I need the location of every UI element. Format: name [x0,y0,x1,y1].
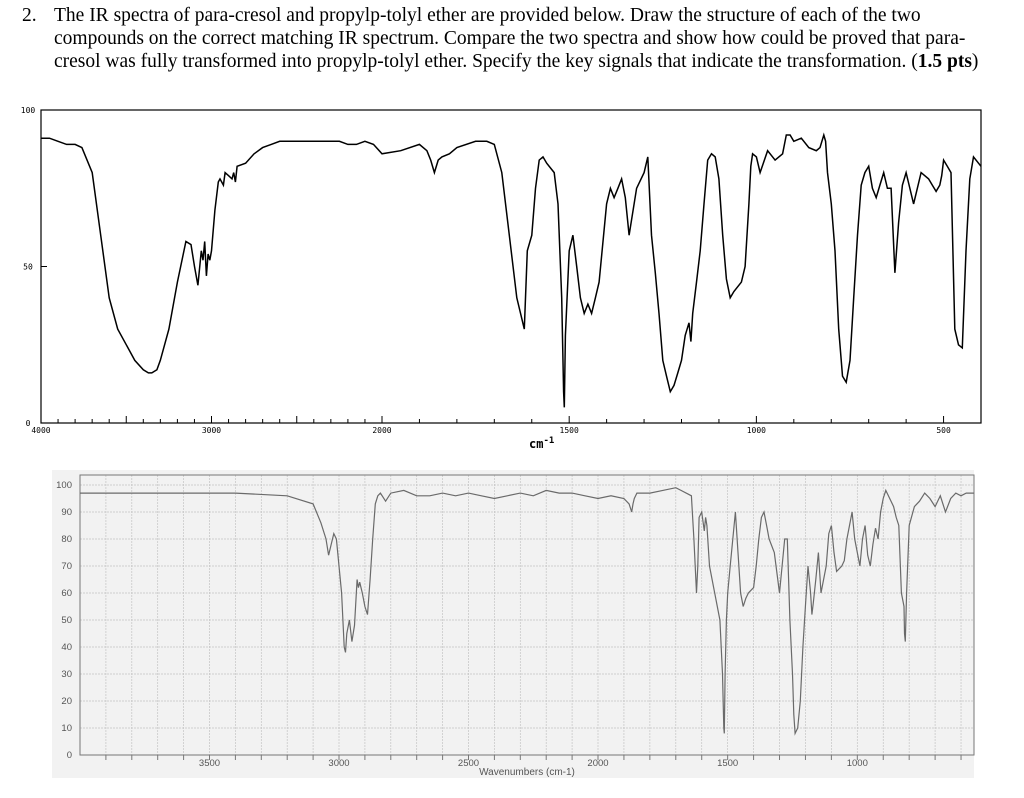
y-tick-label: 0 [25,419,31,428]
x-tick-label: 1500 [717,758,739,769]
x-tick-label: 500 [936,426,951,435]
x-tick-label: 1500 [559,426,579,435]
x-tick-label: 1000 [746,426,767,435]
question-points: 1.5 pts [917,51,972,72]
y-tick-label: 10 [61,723,72,734]
question-body: The IR spectra of para-cresol and propylp-tolyl ether are provided below. Draw the structure of each of the two compounds on the correct matching IR spectrum. Compare the two spectra and show how could be proved that para-cresol was fully transformed into propylp-tolyl ether. Specify the key signals that indicate the transformation. ( [54,5,966,72]
x-tick-label: 3000 [201,426,222,435]
y-tick-label: 90 [61,507,72,518]
y-tick-label: 30 [61,669,72,680]
plot-background [52,470,974,778]
x-tick-label: 2500 [457,758,480,769]
x-tick-label: 4000 [31,426,51,435]
x-tick-label: 2000 [372,426,392,435]
y-tick-label: 80 [61,534,72,545]
y-tick-label: 70 [61,561,72,572]
x-axis-unit: $cm^{-1}$ [529,436,555,451]
y-tick-label: 60 [61,588,72,599]
x-tick-label: 2000 [587,758,609,769]
x-axis-label: Wavenumbers (cm-1) [479,767,575,778]
y-tick-label: 0 [66,750,72,761]
y-tick-label: 20 [61,696,72,707]
x-tick-label: 3000 [328,758,350,769]
x-tick-label: 1000 [846,758,868,769]
x-tick-label: 3500 [198,758,221,769]
y-tick-label: 50 [61,615,72,626]
y-tick-label: 100 [20,106,36,115]
question-close: ) [971,51,979,72]
y-tick-label: 40 [61,642,72,653]
y-tick-label: 50 [23,262,33,272]
question-number: 2. [22,5,37,26]
y-tick-label: 100 [56,480,72,491]
